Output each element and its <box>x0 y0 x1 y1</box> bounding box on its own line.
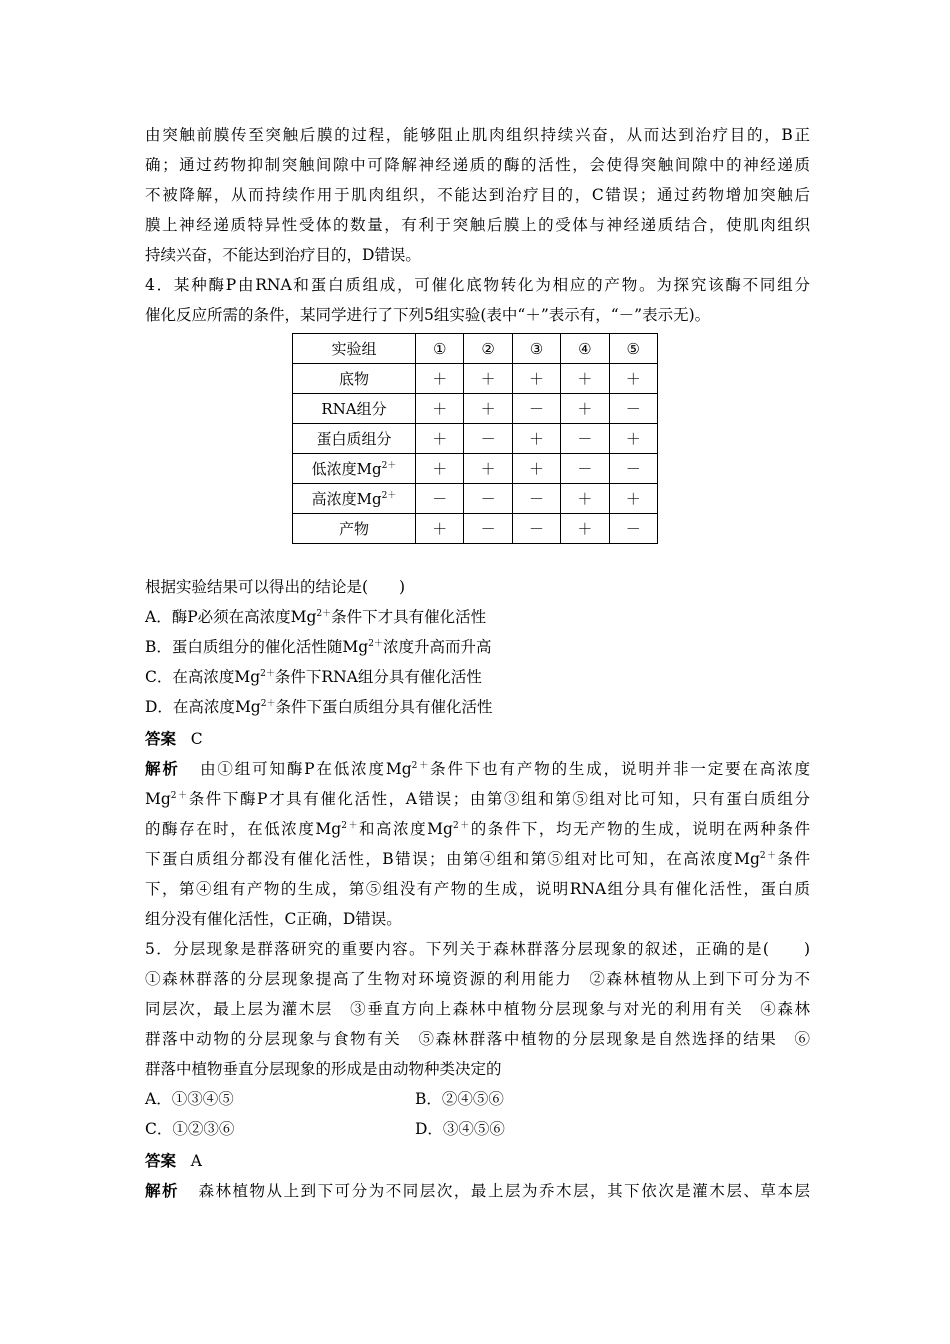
superscript: 2＋ <box>411 761 431 771</box>
q5-analysis-line <box>145 1176 810 1206</box>
mg-text: Mg <box>234 668 261 686</box>
option-text: 条件下RNA组分具有催化活性 <box>274 668 482 686</box>
intro-line: 不被降解，从而持续作用于肌肉组织，不能达到治疗目的，C错误；通过药物增加突触后 <box>145 186 810 204</box>
table-cell: ＋ <box>464 454 512 484</box>
option-text: A．酶P必须在高浓度 <box>145 608 291 626</box>
superscript: 2＋ <box>381 490 397 501</box>
superscript: 2＋ <box>381 460 397 471</box>
row-label: 底物 <box>293 364 416 394</box>
table-header-cell: ① <box>416 334 464 364</box>
table-cell: － <box>561 424 609 454</box>
option-text: 条件下蛋白质组分具有催化活性 <box>275 698 493 716</box>
q4-question: 根据实验结果可以得出的结论是( ) <box>145 578 406 596</box>
q4-analysis-line <box>145 844 810 874</box>
q4-option-a <box>145 602 810 632</box>
q5-stem-line: 5．分层现象是群落研究的重要内容。下列关于森林群落分层现象的叙述，正确的是( ) <box>145 940 810 958</box>
mg-text: Mg <box>145 790 171 808</box>
table-cell: ＋ <box>416 364 464 394</box>
table-header-cell: ③ <box>512 334 560 364</box>
q4-option-b <box>145 632 810 662</box>
table-cell: － <box>609 454 657 484</box>
intro-line: 确；通过药物抑制突触间隙中可降解神经递质的酶的活性，会使得突触间隙中的神经递质 <box>145 156 810 174</box>
table-cell: － <box>464 484 512 514</box>
superscript: 2＋ <box>452 821 471 831</box>
table-row <box>293 424 658 454</box>
table-cell: ＋ <box>416 514 464 544</box>
table-cell: ＋ <box>512 454 560 484</box>
mg-text: Mg <box>427 820 453 838</box>
row-label: 蛋白质组分 <box>293 424 416 454</box>
analysis-text: 下蛋白质组分都没有催化活性，B错误；由第④组和第⑤组对比可知，在高浓度 <box>145 850 735 868</box>
q4-answer <box>145 724 810 754</box>
analysis-text: 森林植物从上到下可分为不同层次，最上层为乔木层，其下依次是灌木层、草本层 <box>198 1182 810 1200</box>
q5-answer <box>145 1146 810 1176</box>
mg-text: Mg <box>385 760 412 778</box>
superscript: 2＋ <box>316 609 332 619</box>
table-cell: ＋ <box>609 424 657 454</box>
analysis-text: 条件下酶P才具有催化活性，A错误；由第③组和第⑤组对比可知，只有蛋白质组分 <box>188 790 810 808</box>
row-label: RNA组分 <box>293 394 416 424</box>
table-cell: － <box>512 394 560 424</box>
superscript: 2＋ <box>341 821 359 831</box>
table-header-cell: ⑤ <box>609 334 657 364</box>
table-cell: － <box>416 484 464 514</box>
table-cell: ＋ <box>561 514 609 544</box>
option-text: 条件下才具有催化活性 <box>331 608 487 626</box>
mg-text: Mg <box>342 638 369 656</box>
table-cell: ＋ <box>561 484 609 514</box>
analysis-text: 条件下也有产物的生成，说明并非一定要在高浓度 <box>430 760 810 778</box>
table-row <box>293 454 658 484</box>
row-label-text: 高浓度Mg <box>311 489 382 508</box>
analysis-label: 解析 <box>145 1181 180 1200</box>
answer-label: 答案 <box>145 1151 177 1170</box>
table-cell: ＋ <box>512 364 560 394</box>
row-label <box>293 484 416 514</box>
q5-stem-line: 群落中植物垂直分层现象的形成是由动物种类决定的 <box>145 1060 502 1078</box>
table-cell: － <box>609 514 657 544</box>
table-cell: － <box>464 514 512 544</box>
table-cell: ＋ <box>464 364 512 394</box>
superscript: 2＋ <box>260 669 275 679</box>
q4-analysis-line <box>145 814 810 844</box>
table-header-cell: ④ <box>561 334 609 364</box>
row-label: 产物 <box>293 514 416 544</box>
mg-text: Mg <box>290 608 317 626</box>
table-cell: ＋ <box>416 424 464 454</box>
analysis-text: 和高浓度 <box>359 820 428 838</box>
mg-text: Mg <box>734 850 760 868</box>
table-header-cell: ② <box>464 334 512 364</box>
q5-option-b: B．②④⑤⑥ <box>415 1090 504 1108</box>
q4-analysis-line <box>145 784 810 814</box>
mg-text: Mg <box>234 698 261 716</box>
analysis-text: 由①组可知酶P在低浓度 <box>200 760 386 778</box>
table-row <box>293 484 658 514</box>
answer-value: A <box>190 1152 202 1170</box>
q5-option-d: D．③④⑤⑥ <box>415 1120 505 1138</box>
superscript: 2＋ <box>170 791 189 801</box>
table-cell: ＋ <box>561 394 609 424</box>
q4-option-d <box>145 692 810 722</box>
q5-stem-line: ①森林群落的分层现象提高了生物对环境资源的利用能力 ②森林植物从上到下可分为不 <box>145 970 810 988</box>
table-cell: ＋ <box>416 394 464 424</box>
answer-value: C <box>190 730 203 748</box>
table-cell: ＋ <box>609 364 657 394</box>
table-row <box>293 514 658 544</box>
table-cell: ＋ <box>609 484 657 514</box>
table-cell: － <box>464 424 512 454</box>
table-cell: － <box>512 514 560 544</box>
superscript: 2＋ <box>368 639 383 649</box>
analysis-text: 条件 <box>777 850 810 868</box>
table-cell: ＋ <box>512 424 560 454</box>
analysis-text: 的条件下，均无产物的生成，说明在两种条件 <box>470 820 810 838</box>
intro-line: 由突触前膜传至突触后膜的过程，能够阻止肌肉组织持续兴奋，从而达到治疗目的，B正 <box>145 126 810 144</box>
option-text: C．在高浓度 <box>145 668 235 686</box>
table-cell: ＋ <box>416 454 464 484</box>
q4-stem-line: 4．某种酶P由RNA和蛋白质组成，可催化底物转化为相应的产物。为探究该酶不同组分 <box>145 276 810 294</box>
q5-stem-line: 同层次，最上层为灌木层 ③垂直方向上森林中植物分层现象与对光的利用有关 ④森林 <box>145 1000 810 1018</box>
answer-label: 答案 <box>145 729 177 748</box>
q4-analysis-line: 下，第④组有产物的生成，第⑤组没有产物的生成，说明RNA组分具有催化活性，蛋白质 <box>145 880 810 898</box>
table-row <box>293 394 658 424</box>
table-cell: ＋ <box>561 364 609 394</box>
q4-option-c <box>145 662 810 692</box>
option-text: D．在高浓度 <box>145 698 235 716</box>
table-cell: ＋ <box>464 394 512 424</box>
q5-option-a: A．①③④⑤ <box>145 1090 234 1108</box>
q5-stem-line: 群落中动物的分层现象与食物有关 ⑤森林群落中植物的分层现象是自然选择的结果 ⑥ <box>145 1030 810 1048</box>
superscript: 2＋ <box>260 699 276 709</box>
q4-analysis-line <box>145 754 810 784</box>
row-label <box>293 454 416 484</box>
intro-line: 持续兴奋，不能达到治疗目的，D错误。 <box>145 246 421 264</box>
table-row <box>293 364 658 394</box>
q4-stem-line: 催化反应所需的条件，某同学进行了下列5组实验(表中“＋”表示有，“－”表示无)。 <box>145 306 711 324</box>
row-label-text: 低浓度Mg <box>311 459 382 478</box>
table-cell: － <box>609 394 657 424</box>
table-header-label: 实验组 <box>293 334 416 364</box>
table-cell: － <box>561 454 609 484</box>
mg-text: Mg <box>315 820 342 838</box>
intro-line: 膜上神经递质特异性受体的数量，有利于突触后膜上的受体与神经递质结合，使肌肉组织 <box>145 216 810 234</box>
analysis-text: 的酶存在时，在低浓度 <box>145 820 316 838</box>
q4-analysis-line: 组分没有催化活性，C正确，D错误。 <box>145 910 402 928</box>
table-cell: － <box>512 484 560 514</box>
experiment-table <box>292 333 658 544</box>
q5-option-c: C．①②③⑥ <box>145 1120 235 1138</box>
superscript: 2＋ <box>759 851 778 861</box>
option-text: B．蛋白质组分的催化活性随 <box>145 638 343 656</box>
table-header-row <box>293 334 658 364</box>
option-text: 浓度升高而升高 <box>382 638 492 656</box>
analysis-label: 解析 <box>145 759 180 778</box>
